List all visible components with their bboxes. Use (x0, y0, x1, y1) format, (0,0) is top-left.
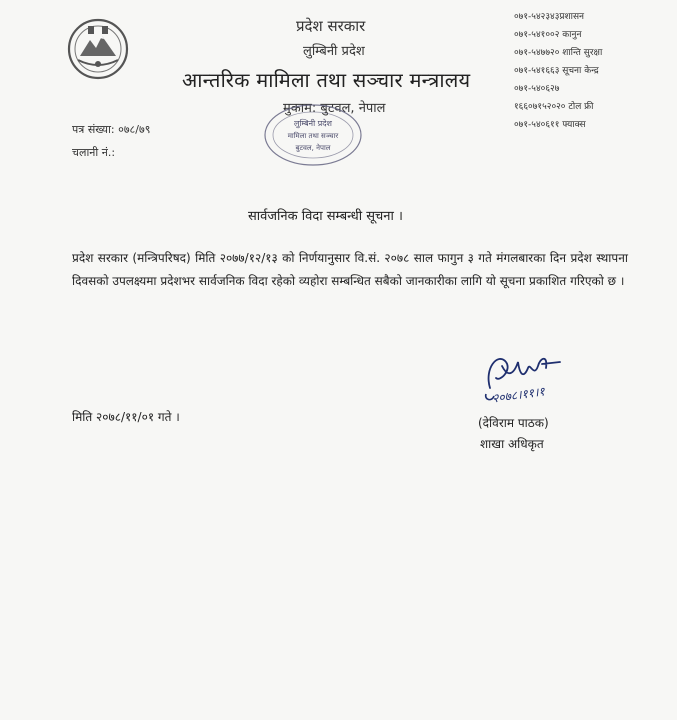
notice-date: मिति २०७८/११/०१ गते । (72, 410, 180, 424)
stamp-line-1: लुम्बिनी प्रदेश (294, 119, 332, 128)
office-stamp (262, 102, 364, 168)
signer-title: शाखा अधिकृत (480, 437, 544, 451)
contact-security: ०७१-५४७७२० शान्ति सुरक्षा (514, 48, 603, 58)
contact-administration: ०७१-५४२३४३प्रशासन (514, 12, 585, 22)
contact-info-center: ०७१-५४१६६३ सूचना केन्द्र (514, 66, 599, 76)
signature-date: २०७८।११।१ (491, 384, 546, 406)
government-title: प्रदेश सरकार (296, 17, 366, 35)
ministry-title: आन्तरिक मामिला तथा सञ्चार मन्त्रालय (182, 68, 471, 92)
contact-toll-free: १६६०७१५२०२० टोल फ्री (514, 102, 594, 112)
stamp-line-3: बुटवल, नेपाल (295, 144, 331, 152)
contact-list (514, 8, 602, 134)
contact-general: ०७१-५४०६२७ (514, 84, 560, 94)
contact-fax: ०७१-५४०६११ फ्याक्स (514, 120, 586, 130)
notice-body: प्रदेश सरकार (मन्त्रिपरिषद) मिति २०७७/१२/१३ को निर्णयानुसार वि.सं. २०७८ साल फागुन ३ गते मंगलबारका दिन प्रदेश स्थापना दिवसको उपलक्ष्यमा प्रदेशभर सार्वजनिक विदा रहेको व्यहोरा सम्बन्धित सबैको जानकारीका लागि यो सूचना प्रकाशित गरिएको छ । (72, 251, 628, 288)
contact-law: ०७१-५४१००२ कानुन (514, 30, 582, 40)
letter-number: पत्र संख्या: ०७८/७९ (72, 123, 151, 136)
office-address: मुकाम: बुटवल, नेपाल (283, 101, 386, 116)
dispatch-number: चलानी नं.: (72, 146, 116, 159)
signer-name: (देविराम पाठक) (478, 416, 549, 430)
nepal-emblem-icon (66, 16, 130, 80)
notice-subject: सार्वजनिक विदा सम्बन्धी सूचना । (248, 209, 403, 224)
province-title: लुम्बिनी प्रदेश (303, 44, 365, 59)
stamp-line-2: मामिला तथा सञ्चार (287, 132, 339, 140)
